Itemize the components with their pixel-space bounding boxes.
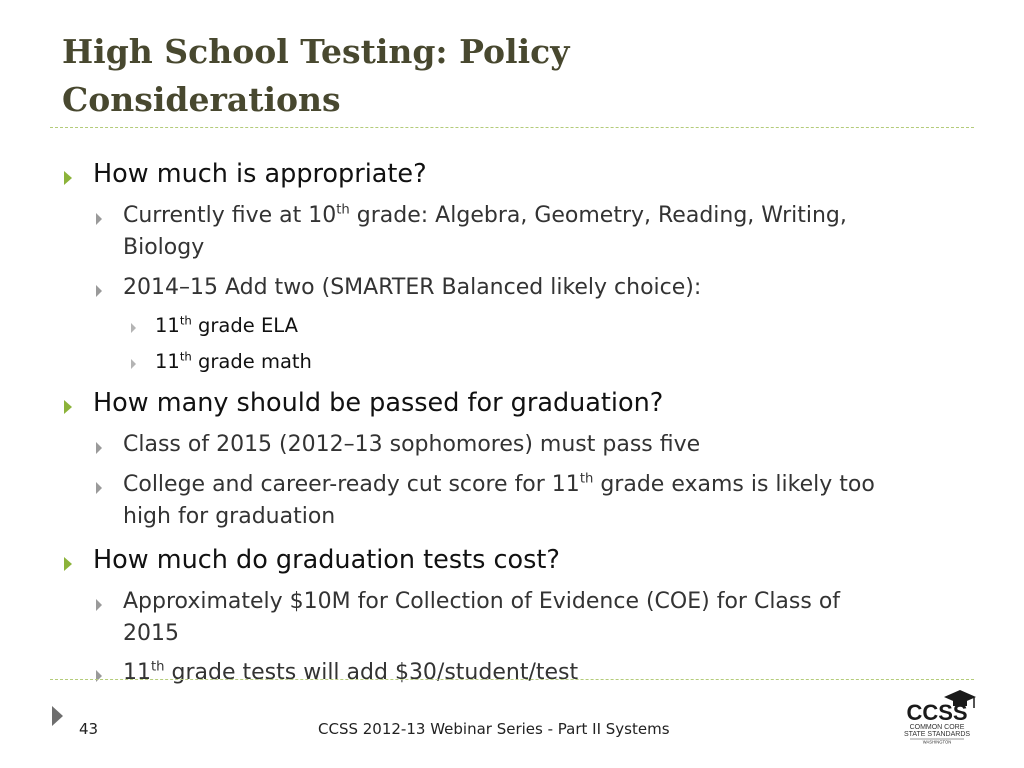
bullet-q2-b bbox=[123, 472, 875, 497]
footer-divider bbox=[50, 679, 974, 680]
bullet-text: grade tests will add $30/student/test bbox=[164, 660, 579, 685]
bullet-text: 11 bbox=[155, 314, 180, 337]
ccss-logo bbox=[900, 688, 976, 744]
bullet-q2-a: Class of 2015 (2012–13 sophomores) must pass five bbox=[123, 432, 701, 457]
slide-title-line-2: Considerations bbox=[62, 80, 341, 119]
logo-line-1: COMMON CORE bbox=[909, 724, 965, 731]
logo-line-3: WASHINGTON bbox=[922, 739, 952, 744]
superscript: th bbox=[179, 349, 192, 364]
bullet-q1-b2 bbox=[155, 350, 312, 373]
bullet-q2: How many should be passed for graduation? bbox=[93, 388, 664, 418]
footer-text: CCSS 2012-13 Webinar Series - Part II Systems bbox=[318, 720, 670, 738]
bullet-q1-a-cont: Biology bbox=[123, 235, 205, 260]
bullet-text: grade math bbox=[191, 350, 312, 373]
bullet-arrow-icon bbox=[64, 400, 72, 414]
bullet-text: 11 bbox=[123, 660, 151, 685]
superscript: th bbox=[579, 471, 594, 487]
bullet-arrow-icon bbox=[64, 171, 72, 185]
bullet-arrow-icon bbox=[96, 670, 102, 682]
bullet-q3: How much do graduation tests cost? bbox=[93, 545, 560, 575]
bullet-arrow-icon bbox=[96, 482, 102, 494]
bullet-q1-b1 bbox=[155, 314, 298, 337]
bullet-arrow-icon bbox=[96, 213, 102, 225]
bullet-q1: How much is appropriate? bbox=[93, 159, 427, 189]
bullet-q3-b bbox=[123, 660, 578, 685]
bullet-text: grade exams is likely too bbox=[593, 472, 875, 497]
superscript: th bbox=[336, 202, 350, 218]
bullet-text: grade: Algebra, Geometry, Reading, Writing, bbox=[349, 203, 847, 228]
bullet-q2-b-cont: high for graduation bbox=[123, 504, 336, 529]
bullet-arrow-icon bbox=[96, 599, 102, 611]
bullet-arrow-icon bbox=[131, 359, 136, 369]
bullet-q1-a bbox=[123, 203, 847, 228]
bullet-q1-b: 2014–15 Add two (SMARTER Balanced likely choice): bbox=[123, 275, 702, 300]
bullet-text: grade ELA bbox=[191, 314, 298, 337]
bullet-text: Currently five at 10 bbox=[123, 203, 337, 228]
bullet-text: College and career-ready cut score for 11 bbox=[123, 472, 580, 497]
bullet-arrow-icon bbox=[131, 323, 136, 333]
bullet-q3-a: Approximately $10M for Collection of Evidence (COE) for Class of bbox=[123, 589, 841, 614]
bullet-text: 11 bbox=[155, 350, 180, 373]
bullet-arrow-icon bbox=[64, 557, 72, 571]
bullet-arrow-icon bbox=[96, 285, 102, 297]
bullet-q3-a-cont: 2015 bbox=[123, 621, 179, 646]
footer-arrow-icon bbox=[52, 706, 63, 726]
logo-wordmark: CCSS bbox=[906, 700, 968, 725]
slide-number: 43 bbox=[79, 720, 99, 738]
superscript: th bbox=[151, 659, 165, 675]
logo-line-2: STATE STANDARDS bbox=[903, 731, 971, 738]
superscript: th bbox=[179, 313, 192, 328]
bullet-arrow-icon bbox=[96, 442, 102, 454]
slide-title-line-1: High School Testing: Policy bbox=[62, 32, 570, 71]
